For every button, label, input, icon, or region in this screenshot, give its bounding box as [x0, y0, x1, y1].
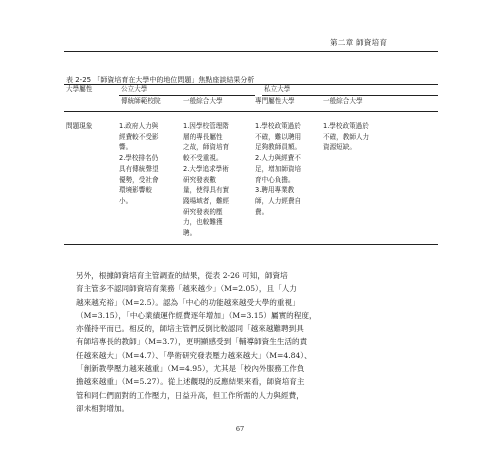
- subheader-private-specialized: 專門屬性大學: [255, 97, 295, 105]
- cell-line: 1.學校政策過於: [323, 122, 369, 130]
- header-public: 公立大學: [121, 85, 148, 93]
- cell-line: 2.學校排名仍: [119, 154, 159, 163]
- header-bottom-rule: [64, 111, 438, 112]
- cell-line: 聘。: [183, 229, 197, 238]
- header-attribute: 大學屬性: [66, 85, 93, 93]
- cell-line: 育中心負擔。: [255, 175, 295, 184]
- cell-line: 響。: [119, 143, 133, 152]
- table-cell-traditional: [119, 121, 159, 207]
- paragraph-line: 另外，根據師資培育主管調查的結果，從表 2-26 可知，師資培: [76, 271, 288, 280]
- paragraph-line: （M=3.15），「中心業績運作經費逐年增加」（M=3.15）屬實的程度，: [76, 310, 317, 320]
- cell-line: 1.學校政策過於: [255, 122, 301, 130]
- cell-line: 1.因學校管理階: [183, 122, 229, 130]
- cell-line: 經費較不受影: [119, 132, 159, 141]
- cell-line: 力，也較難獲: [183, 218, 223, 227]
- paragraph-line: 亦僅持平而已。相反的，師培主管們反倒比較認同「越來越難聘到具: [76, 324, 304, 334]
- table-bottom-rule: [64, 244, 438, 245]
- cell-line: 1.政府人力與: [119, 122, 159, 130]
- cell-line: 師，人力經費自: [255, 196, 302, 205]
- table-cell-public-general: [183, 121, 229, 239]
- cell-line: 足，增加師資培: [255, 164, 302, 173]
- subheader-traditional: 傳統師範校院: [121, 97, 161, 105]
- cell-line: 2.人力與經費不: [255, 154, 301, 163]
- cell-line: 足夠教師員額。: [255, 143, 302, 152]
- subheader-private-general: 一般綜合大學: [323, 97, 363, 105]
- cell-line: 優勢，受社會: [119, 175, 159, 184]
- cell-line: 費。: [255, 207, 269, 216]
- paragraph-line: 「創新教學壓力越來越重」（M=4.95），尤其是「校內外服務工作負: [76, 364, 305, 374]
- cell-line: 資源短缺。: [323, 143, 356, 152]
- paragraph-line: 卻未相對增加。: [76, 403, 130, 413]
- paragraph-line: 任越來越大」（M=4.7）、「學術研究發表壓力越來越大」（M=4.84）、: [76, 350, 312, 360]
- paragraph-line: 擔越來越重」（M=5.27）。從上述觀現的反應結果來看，師資培育主: [76, 377, 305, 387]
- paragraph-line: 有師培專長的教師」（M=3.7），更明顯感受到「輔導師資生生活的責: [76, 337, 308, 347]
- paragraph-line: 育主管多不認同師資培育業務「越來越少」（M=2.05），且「人力: [76, 284, 297, 294]
- cell-line: 研究發表數: [183, 175, 216, 184]
- cell-line: 小。: [119, 196, 133, 205]
- page-number: 67: [235, 425, 245, 433]
- cell-line: 不確，難以聘用: [255, 132, 302, 141]
- table-cell-private-general: [323, 121, 369, 153]
- cell-line: 層的專長屬性: [183, 132, 223, 141]
- row-label: 問題現象: [66, 122, 93, 130]
- cell-line: 量，使得具有實: [183, 186, 230, 195]
- cell-line: 踐場域者，難經: [183, 196, 230, 205]
- cell-line: 研究發表的壓: [183, 207, 223, 216]
- header-rule: [64, 51, 438, 52]
- body-paragraph: [76, 269, 421, 415]
- cell-line: 2.大學追求學術: [183, 164, 229, 173]
- running-head: 第二章 師資培育: [330, 38, 388, 47]
- table-caption: 表 2-25 「師資培育在大學中的地位問題」焦點座談結果分析: [66, 76, 255, 84]
- paragraph-line: 管和同仁們面對的工作壓力，日益升高，但工作所需的人力與經費，: [76, 390, 304, 400]
- cell-line: 環境影響較: [119, 186, 152, 195]
- cell-line: 3.聘用專業教: [255, 186, 295, 195]
- cell-line: 較不受重視。: [183, 154, 223, 163]
- paragraph-line: 越來越充裕」（M=2.5）。認為「中心的功能越來越受大學的重視」: [76, 297, 300, 307]
- table-cell-private-specialized: [255, 121, 301, 217]
- cell-line: 之故，師資培育: [183, 143, 230, 152]
- cell-line: 具有傳統聲望: [119, 164, 159, 173]
- header-private: 私立大學: [264, 85, 291, 93]
- subheader-public-general: 一般綜合大學: [183, 97, 223, 105]
- cell-line: 不確，教師人力: [323, 132, 370, 141]
